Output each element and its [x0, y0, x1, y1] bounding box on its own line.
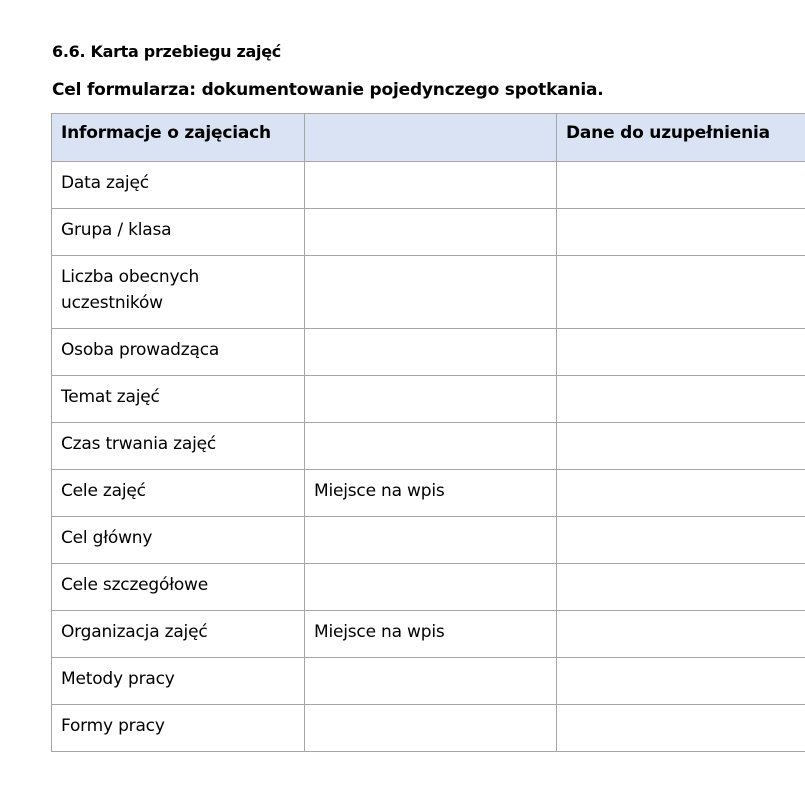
table-row — [52, 162, 805, 209]
row-note — [305, 658, 557, 705]
row-note — [305, 423, 557, 470]
row-value-cell[interactable] — [557, 376, 805, 423]
row-value-cell[interactable] — [557, 256, 805, 329]
table-row — [52, 611, 805, 658]
row-label: Cel główny — [52, 517, 305, 564]
table-row — [52, 517, 805, 564]
row-label: Formy pracy — [52, 705, 305, 752]
row-value-cell[interactable] — [557, 470, 805, 517]
header-blank — [305, 114, 557, 162]
row-note — [305, 564, 557, 611]
row-value-cell[interactable] — [557, 705, 805, 752]
row-label: Cele szczegółowe — [52, 564, 305, 611]
row-value-cell[interactable] — [557, 611, 805, 658]
table-row — [52, 658, 805, 705]
row-note — [305, 517, 557, 564]
row-note — [305, 209, 557, 256]
row-value-cell[interactable] — [557, 209, 805, 256]
row-label: Grupa / klasa — [52, 209, 305, 256]
table-row — [52, 256, 805, 329]
row-note — [305, 162, 557, 209]
table-header-row — [52, 114, 805, 162]
table-row — [52, 470, 805, 517]
row-note: Miejsce na wpis — [305, 611, 557, 658]
row-label: Liczba obecnych uczestników — [52, 256, 305, 329]
table-row — [52, 209, 805, 256]
row-value-cell[interactable] — [557, 423, 805, 470]
header-data-to-fill: Dane do uzupełnienia — [557, 114, 805, 162]
form-purpose: Cel formularza: dokumentowanie pojedynczego spotkania. — [52, 80, 604, 100]
row-label: Cele zajęć — [52, 470, 305, 517]
row-value-cell[interactable] — [557, 564, 805, 611]
row-label: Metody pracy — [52, 658, 305, 705]
table-row — [52, 705, 805, 752]
row-label: Organizacja zajęć — [52, 611, 305, 658]
row-value-cell[interactable] — [557, 658, 805, 705]
table-row — [52, 376, 805, 423]
row-note — [305, 705, 557, 752]
row-value-cell[interactable] — [557, 162, 805, 209]
row-label: Temat zajęć — [52, 376, 305, 423]
header-info: Informacje o zajęciach — [52, 114, 305, 162]
row-note — [305, 376, 557, 423]
row-note: Miejsce na wpis — [305, 470, 557, 517]
section-heading: 6.6. Karta przebiegu zajęć — [52, 42, 281, 61]
session-record-table — [51, 113, 805, 752]
row-value-cell[interactable] — [557, 517, 805, 564]
row-label: Data zajęć — [52, 162, 305, 209]
table-row — [52, 329, 805, 376]
row-value-cell[interactable] — [557, 329, 805, 376]
row-note — [305, 256, 557, 329]
row-label: Czas trwania zajęć — [52, 423, 305, 470]
table-row — [52, 423, 805, 470]
row-note — [305, 329, 557, 376]
table-row — [52, 564, 805, 611]
row-label: Osoba prowadząca — [52, 329, 305, 376]
